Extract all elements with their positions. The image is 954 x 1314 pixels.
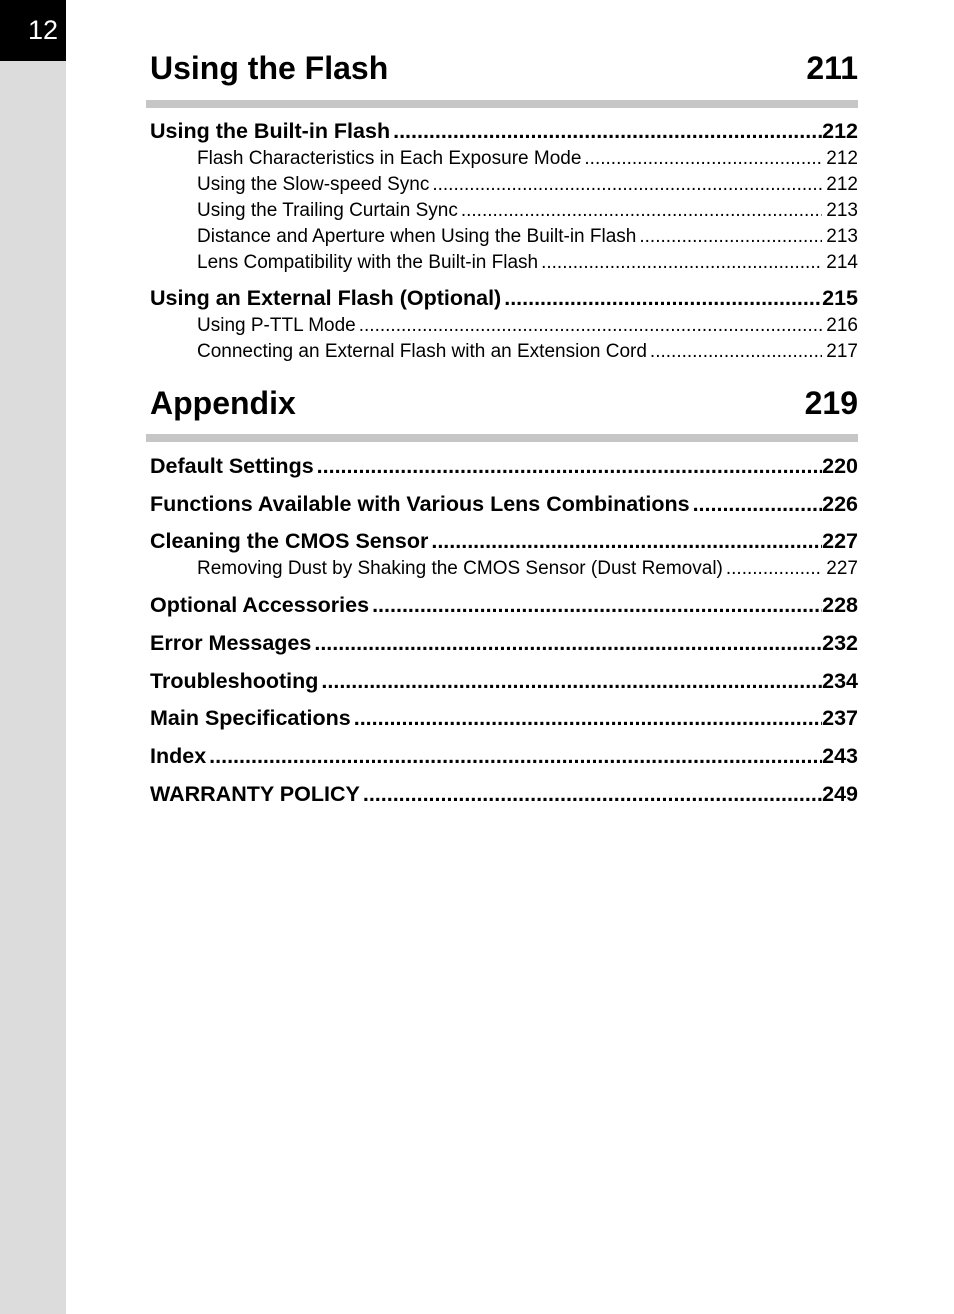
dot-leader — [206, 744, 822, 769]
toc-label: Default Settings — [150, 454, 314, 478]
toc-page: 213 — [826, 226, 858, 247]
section-heading-using-the-flash[interactable] — [150, 50, 858, 87]
dot-leader — [360, 782, 822, 807]
toc-entry-dust-removal[interactable] — [197, 558, 858, 588]
toc-entry-lens-compatibility[interactable] — [197, 252, 858, 282]
toc-page: 237 — [822, 706, 858, 730]
toc-page: 227 — [822, 529, 858, 553]
toc-label: Cleaning the CMOS Sensor — [150, 529, 429, 553]
section-title: Appendix — [150, 385, 296, 421]
toc-entry-default-settings[interactable] — [150, 454, 858, 484]
toc-label: Using the Built-in Flash — [150, 119, 391, 143]
toc-label: Connecting an External Flash with an Extension Cord — [197, 341, 647, 362]
toc-label: Main Specifications — [150, 706, 351, 730]
side-strip — [0, 0, 66, 1314]
dot-leader — [647, 341, 822, 363]
toc-entry-using-built-in-flash[interactable] — [150, 119, 858, 149]
toc-page: 212 — [826, 148, 858, 169]
toc-page: 212 — [822, 119, 858, 143]
dot-leader — [458, 200, 822, 222]
dot-leader — [501, 286, 822, 311]
section-heading-appendix[interactable] — [150, 385, 858, 422]
toc-label: Functions Available with Various Lens Combinations — [150, 492, 690, 516]
dot-leader — [636, 226, 822, 248]
toc-entry-extension-cord[interactable] — [197, 341, 858, 371]
toc-page: 227 — [826, 558, 858, 579]
toc-page: 214 — [826, 252, 858, 273]
toc-label: Lens Compatibility with the Built-in Flash — [197, 252, 539, 273]
toc-label: Using an External Flash (Optional) — [150, 286, 502, 310]
toc-entry-optional-accessories[interactable] — [150, 593, 858, 623]
toc-page: 217 — [826, 341, 858, 362]
dot-leader — [369, 593, 822, 618]
toc-page: 249 — [822, 782, 858, 806]
toc-entry-external-flash[interactable] — [150, 286, 858, 316]
toc-entry-troubleshooting[interactable] — [150, 669, 858, 699]
dot-leader — [390, 119, 822, 144]
dot-leader — [429, 174, 822, 196]
dot-leader — [428, 529, 822, 554]
toc-entry-error-messages[interactable] — [150, 631, 858, 661]
dot-leader — [581, 148, 822, 170]
dot-leader — [690, 492, 823, 517]
toc-label: Using the Slow-speed Sync — [197, 174, 430, 195]
dot-leader — [351, 706, 822, 731]
toc-label: Flash Characteristics in Each Exposure Mode — [197, 148, 582, 169]
section-rule — [146, 100, 858, 108]
toc-label: Using P-TTL Mode — [197, 315, 356, 336]
toc-label: Removing Dust by Shaking the CMOS Sensor (Dust Removal) — [197, 558, 723, 579]
page-number: 12 — [0, 0, 66, 61]
toc-label: Using the Trailing Curtain Sync — [197, 200, 458, 221]
toc-label: Optional Accessories — [150, 593, 370, 617]
dot-leader — [538, 252, 822, 274]
toc-entry-lens-combinations[interactable] — [150, 492, 858, 522]
toc-page: 234 — [822, 669, 858, 693]
toc-page: 232 — [822, 631, 858, 655]
section-page: 211 — [806, 50, 858, 86]
toc-label: WARRANTY POLICY — [150, 782, 360, 806]
toc-page: 216 — [826, 315, 858, 336]
toc-page: 243 — [822, 744, 858, 768]
toc-entry-warranty-policy[interactable] — [150, 782, 858, 812]
dot-leader — [723, 558, 822, 580]
dot-leader — [311, 631, 822, 656]
toc-entry-main-specifications[interactable] — [150, 706, 858, 736]
dot-leader — [314, 454, 822, 479]
toc-page: 226 — [822, 492, 858, 516]
section-page: 219 — [804, 385, 858, 421]
toc-page: 215 — [822, 286, 858, 310]
toc-page: 213 — [826, 200, 858, 221]
toc-label: Index — [150, 744, 207, 768]
dot-leader — [318, 669, 822, 694]
section-rule — [146, 434, 858, 442]
toc-entry-index[interactable] — [150, 744, 858, 774]
toc-page: 220 — [822, 454, 858, 478]
toc-label: Troubleshooting — [150, 669, 319, 693]
section-title: Using the Flash — [150, 50, 389, 86]
toc-page: 228 — [822, 593, 858, 617]
toc-entry-cleaning-cmos[interactable] — [150, 529, 858, 559]
toc-label: Error Messages — [150, 631, 312, 655]
dot-leader — [356, 315, 823, 337]
toc-label: Distance and Aperture when Using the Built-in Flash — [197, 226, 637, 247]
toc-page: 212 — [826, 174, 858, 195]
